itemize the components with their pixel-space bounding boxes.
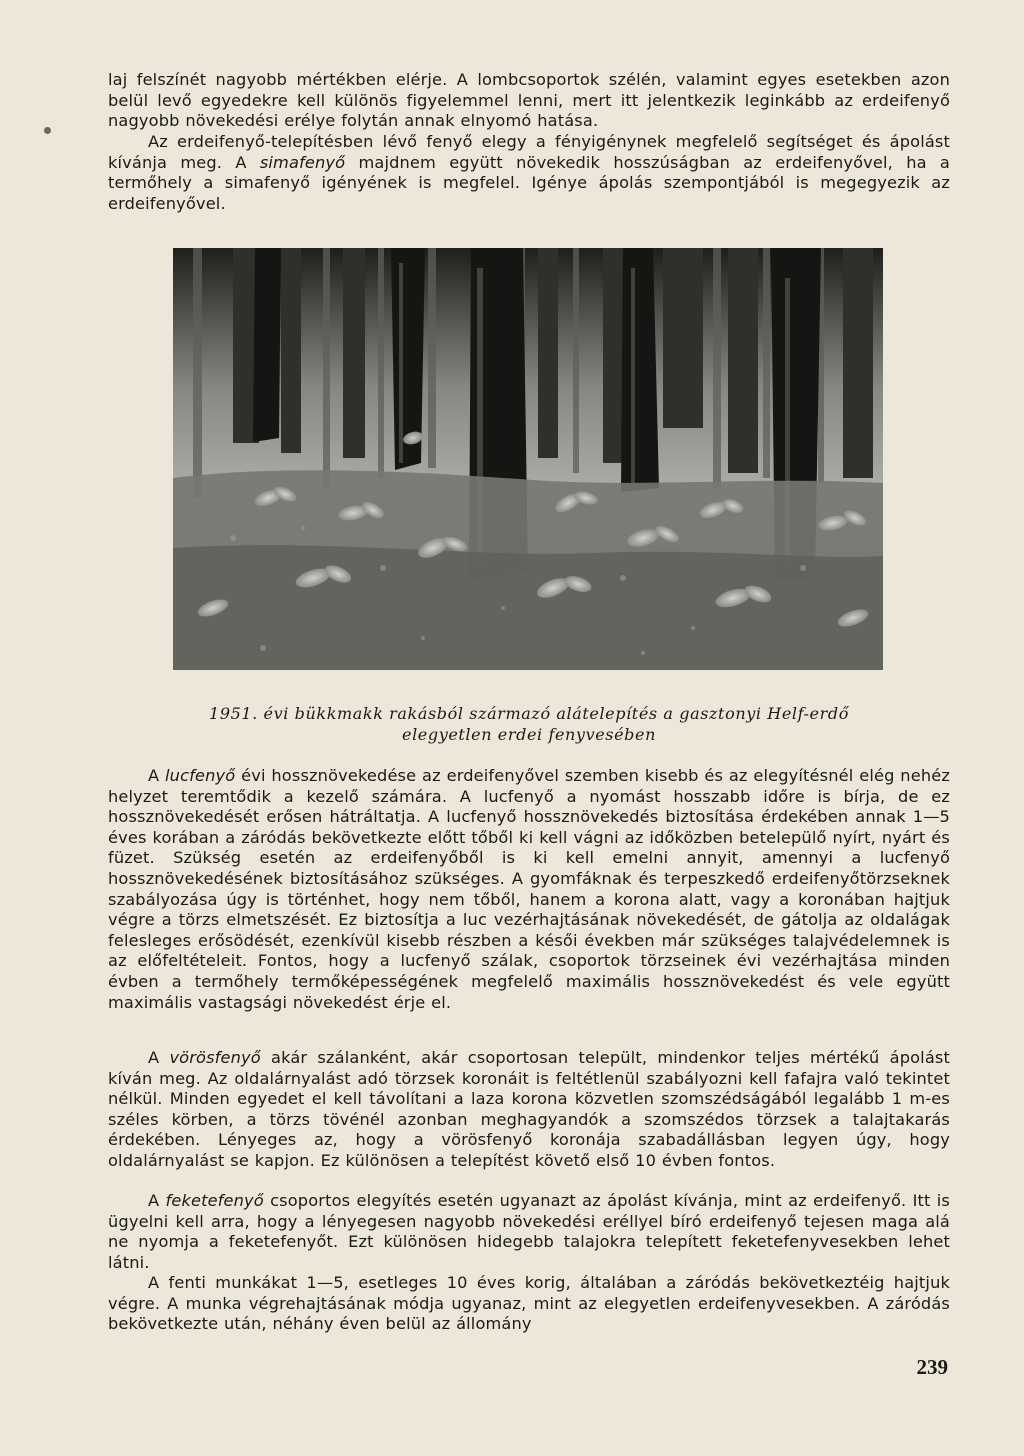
page-number: 239 <box>916 1355 948 1379</box>
paragraph-1: laj felszínét nagyobb mértékben elérje. A lombcsoportok szélén, valamint egyes esetekben azon belül levő egyedekre kell különös figyelemmel lenni, mert itt jelentkezik leginkább az erdeifenyő nagyobb növekedési erélye folytán annak elnyomó hatása. <box>108 70 950 131</box>
paragraph-6: A fenti munkákat 1—5, esetleges 10 éves korig, általában a záródás bekövetkeztéig hajtjuk végre. A munka végrehajtásának módja ugyanaz, mint az elegyetlen erdeifenyvesekben. A záródás bekövetkezte után, néhány éven belül az állomány <box>108 1273 950 1334</box>
print-speck <box>44 127 51 134</box>
photo-caption-line-1: 1951. évi bükkmakk rakásból származó alátelepítés a gasztonyi Helf-erdő <box>209 704 849 723</box>
photo-caption-line-2: elegyetlen erdei fenyvesében <box>402 725 656 744</box>
paragraph-3: A lucfenyő évi hossznövekedése az erdeifenyővel szemben kisebb és az elegyítésnél elég nehéz helyzet teremtődik a kezelő számára. A lucfenyő a nyomást hosszabb időre is bírja, de ez hossznövekedését erősen hátráltatja. A lucfenyő hossznövekedés biztosítása érdekében annak 1—5 éves korában a záródás bekövetkezte előtt tőből ki kell vágni az időközben betelepülő nyírt, nyárt és füzet. Szükség esetén az erdeifenyőből is ki kell emelni annyit, amennyi a lucfenyő hossznövekedésének biztosításához szükséges. A gyomfáknak és terpeszkedő erdeifenyőtörzseknek szabályozása úgy is történhet, hogy nem tőből, hanem a korona alatt, vagy a koronában hajtjuk végre a törzs elmetszését. Ez biztosítja a luc vezérhajtásának növekedését, de gátolja az oldalágak felesleges erősödését, ezenkívül kisebb részben a késői években már szükséges talajvédelemnek is az előfeltételeit. Fontos, hogy a lucfenyő szálak, csoportok törzseinek évi vezérhajtása minden évben a termőhely termőképességének megfelelő maximális hossznövekedést és vele együtt maximális vastagsági növekedést érje el. <box>108 766 950 1012</box>
paragraph-2: Az erdeifenyő-telepítésben lévő fenyő elegy a fényigénynek megfelelő segítséget és ápolást kívánja meg. A simafenyő majdnem együtt növekedik hosszúságban az erdeifenyővel, ha a termőhely a simafenyő igényének is megfelel. Igénye ápolás szempontjából is megegyezik az erdeifenyővel. <box>108 132 950 213</box>
forest-photo <box>173 248 883 670</box>
paragraph-4: A vörösfenyő akár szálanként, akár csoportosan települt, mindenkor teljes mértékű ápolást kíván meg. Az oldalárnyalást adó törzsek koronáit is feltétlenül szabályozni kell fafajra való tekintet nélkül. Minden egyedet el kell távolítani a laza korona közvetlen szomszédságából legalább 1 m-es széles körben, a törzs tövénél azonban meghagyandók a szomszédos törzsek a talajtakarás érdekében. Lényeges az, hogy a vörösfenyő koronája szabadállásban legyen úgy, hogy oldalárnyalást se kapjon. Ez különösen a telepítést követő első 10 évben fontos. <box>108 1048 950 1170</box>
paragraph-5: A feketefenyő csoportos elegyítés esetén ugyanazt az ápolást kívánja, mint az erdeifenyő. Itt is ügyelni kell arra, hogy a lényegesen nagyobb növekedési eréllyel bíró erdeifenyő tejesen maga alá ne nyomja a feketefenyőt. Ezt különösen hidegebb talajokra telepített feketefenyvesekben lehet látni. <box>108 1191 950 1272</box>
